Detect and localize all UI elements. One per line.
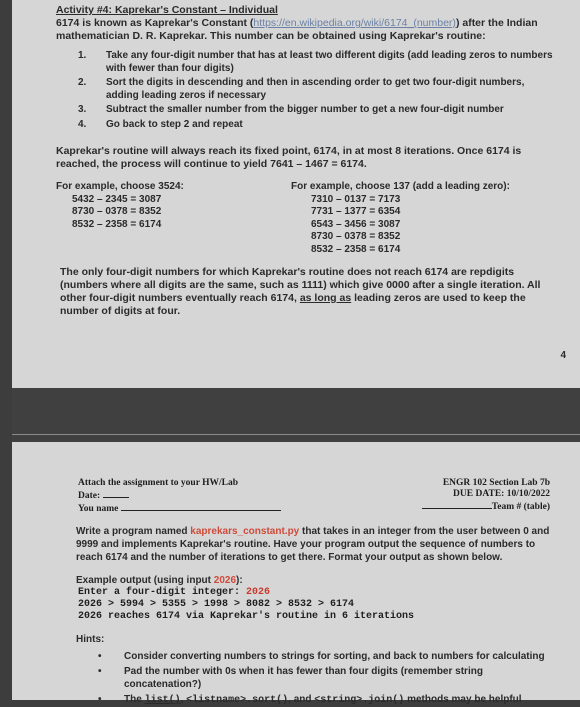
example-left (56, 181, 291, 256)
activity-title-text: Activity #4: Kaprekar's Constant – Individual (56, 4, 278, 16)
repdigits-text-end: leading zeros are used to keep the number of digits at four. (60, 292, 526, 317)
example-line: 8532 – 2358 = 6174 (72, 218, 162, 230)
step-text: Subtract the smaller number from the bigger number to get a new four-digit number (106, 104, 504, 115)
output-line: 2026 > 5994 > 5355 > 1998 > 8082 > 8532 > 6174 (78, 599, 355, 610)
hint-text-part: , and (288, 694, 315, 705)
example-line: 8532 – 2358 = 6174 (311, 243, 401, 255)
name-label: You name (78, 504, 119, 514)
code-sort: <listname>.sort() (186, 695, 289, 706)
team-row (390, 500, 550, 513)
code-list: list() (144, 695, 181, 706)
example-line: 7731 – 1377 = 6354 (311, 206, 401, 217)
step-text: Take any four-digit number that has at least two different digits (add leading zeros to numbers with fewer than four digits) (106, 50, 553, 74)
hint-item (78, 693, 550, 707)
example-right (291, 181, 510, 256)
bullet-icon: • (98, 666, 102, 677)
hint-text-part: , (180, 694, 187, 705)
hint-text (124, 693, 522, 707)
step-number: 3. (78, 104, 87, 115)
page-number: 4 (560, 350, 566, 361)
page-break-line (12, 434, 580, 435)
activity-title (56, 4, 554, 17)
hint-text-part: The (124, 694, 145, 705)
activity-intro (56, 17, 554, 43)
hint-text-part: methods may be helpful (404, 694, 522, 705)
intro-line2: mathematician D. R. Kaprekar. This number can be obtained using Kaprekar's routine: (56, 30, 486, 42)
example-output (78, 587, 550, 623)
course-label: ENGR 102 Section Lab 7b (442, 478, 550, 488)
attach-note: Attach the assignment to your HW/Lab (78, 478, 239, 488)
team-label: Team # (table) (491, 502, 550, 512)
hints-title: Hints: (76, 634, 105, 645)
step-item (56, 50, 554, 75)
step-number: 2. (78, 77, 87, 88)
intro-text: 6174 is known as Kaprekar's Constant ( (56, 17, 254, 29)
example-input-value: 2026 (213, 575, 237, 586)
lab-page (12, 442, 580, 706)
lab-header-left (78, 478, 308, 515)
emphasis-text: as long as (299, 292, 352, 304)
repdigits-text: The only four-digit numbers for which Kaprekar's routine does not reach 6174 are repdigits (numbers where all digits are the same, such as 1111) which give 0000 after a single iteration. All other four-digit numbers eventually reach 6174, (60, 266, 541, 304)
example-right-heading: For example, choose 137 (add a leading zero): (291, 181, 510, 192)
fixed-point-paragraph: Kaprekar's routine will always reach its fixed point, 6174, in at most 8 iterations. Once 6174 is reached, the process will continue to yield 7641 – 1467 = 6174. (56, 145, 522, 170)
routine-steps (56, 50, 554, 131)
hint-text: Pad the number with 0s when it has fewer than four digits (remember string concatenation?) (124, 666, 483, 690)
example-left-heading: For example, choose 3524: (56, 181, 184, 192)
example-line: 7310 – 0137 = 7173 (311, 193, 401, 205)
prompt-text: Enter a four-digit integer: (78, 587, 247, 598)
due-date: DUE DATE: 10/10/2022 (453, 489, 550, 499)
hint-item (78, 665, 550, 691)
user-input-value: 2026 (246, 587, 271, 598)
step-item (56, 119, 554, 132)
step-text: Sort the digits in descending and then in ascending order to get two four-digit numbers, adding leading zeros if necessary (106, 77, 525, 101)
repdigits-paragraph (56, 266, 554, 318)
task-description (76, 525, 550, 564)
step-item (56, 104, 554, 117)
example-line: 5432 – 2345 = 3087 (72, 193, 162, 205)
example-line: 8730 – 0378 = 8352 (311, 231, 401, 242)
team-blank (422, 500, 492, 509)
program-filename: kaprekars_constant.py (190, 526, 300, 537)
output-line: 2026 reaches 6174 via Kaprekar's routine in 6 iterations (78, 611, 415, 622)
example-label-end: ): (236, 575, 243, 586)
examples (56, 181, 554, 256)
name-blank (121, 502, 281, 511)
name-row (78, 502, 308, 515)
bullet-icon: • (98, 651, 102, 662)
lab-header (78, 478, 550, 515)
hints-list (78, 650, 550, 707)
step-number: 4. (78, 118, 87, 130)
date-blank (103, 489, 129, 498)
intro-text-end: ) after the Indian (455, 17, 538, 29)
hint-item (78, 650, 550, 663)
example-label-text: Example output (using input (76, 575, 214, 586)
activity-page (12, 0, 580, 388)
wikipedia-link[interactable]: https://en.wikipedia.org/wiki/6174_(number) (253, 17, 456, 29)
date-row (78, 489, 308, 502)
example-output-label (76, 574, 550, 587)
bullet-icon: • (98, 694, 102, 705)
hint-text: Consider converting numbers to strings for sorting, and back to numbers for calculating (124, 651, 545, 662)
page-gap (12, 388, 580, 442)
output-line (78, 587, 550, 599)
step-number: 1. (78, 50, 87, 61)
date-label: Date: (78, 491, 101, 501)
task-text-end: that takes in an integer from the user between 0 and 9999 and implements Kaprekar's routine. Have your program output the sequence of numbers to reach 6174 and the number of iterations to get there. Format your output as shown below. (76, 526, 550, 563)
code-join: <string>.join() (314, 695, 405, 706)
lab-header-right (390, 478, 550, 515)
example-line: 6543 – 3456 = 3087 (311, 218, 401, 230)
step-item (56, 77, 554, 102)
task-text: Write a program named (76, 526, 191, 537)
step-text: Go back to step 2 and repeat (106, 118, 243, 130)
example-line: 8730 – 0378 = 8352 (72, 206, 162, 217)
